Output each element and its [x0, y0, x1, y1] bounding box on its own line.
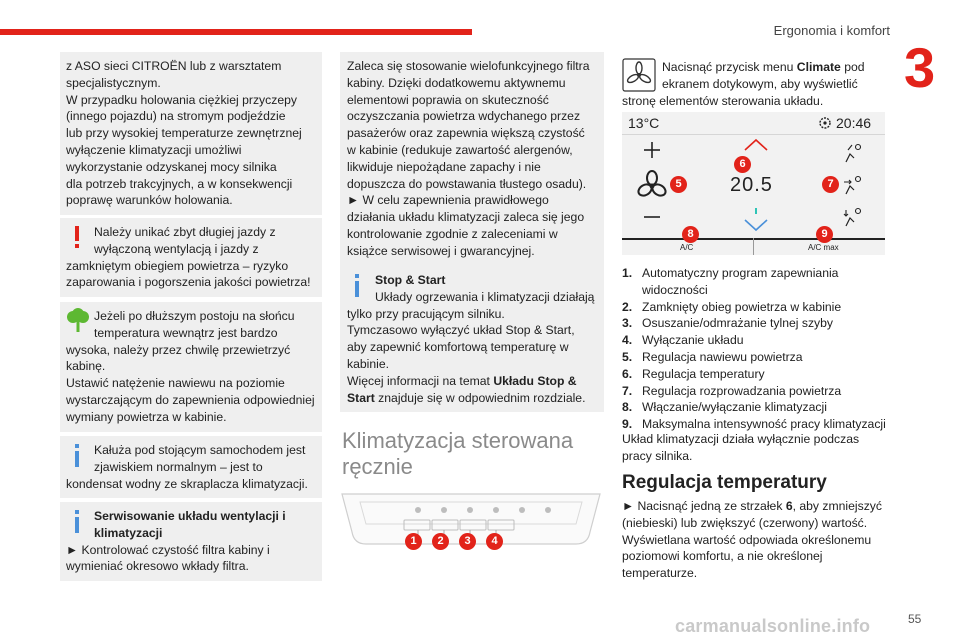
info-box-condensate: Kałuża pod stojącym samochodem jest zjawiskiem normalnym – jest to kondensat wodny ze skraplacza klimatyzacji.	[60, 436, 322, 498]
col1-text-block: z ASO sieci CITROËN lub z warsztatem specjalistycznym. W przypadku holowania ciężkiej przyczepy (innego pojazdu) na stromym podjeździe lub przy wysokiej temperaturze zewnętrznej wyłączenie klimatyzacji umożliwi wykorzystanie odzyskanej mocy silnika dla potrzeb trakcyjnych, a w konsekwencji poprawę warunków holowania.	[60, 52, 322, 215]
stop-start-box: Stop & Start Układy ogrzewania i klimatyzacji działają tylko przy pracującym silniku. Tymczasowo wyłączyć układ Stop & Start, aby zapewnić komfortową temperaturę w kabinie. Więcej informacji na temat Układu Stop & Start znajduje się w odpowiednim rozdziale.	[340, 266, 604, 412]
list-item: 1. Automatyczny program zapewniania widoczności	[622, 266, 839, 297]
settings-gear-icon	[818, 116, 832, 130]
air-distribution-windscreen-icon	[842, 142, 864, 164]
list-item: 9. Maksymalna intensywność pracy klimatyzacji	[622, 417, 886, 432]
set-temperature: 20.5	[730, 174, 773, 196]
callout-badge-1: 1	[405, 533, 422, 550]
climate-intro: Nacisnąć przycisk menu Climate pod ekranem dotykowym, aby wyświetlić stronę elementów sterowania układu.	[622, 60, 865, 108]
list-item: 5. Regulacja nawiewu powietrza	[622, 349, 803, 364]
watermark: carmanualsonline.info	[675, 616, 871, 636]
header-red-bar	[0, 29, 472, 35]
ac-label: A/C	[680, 243, 694, 252]
callout-badge-9: 9	[816, 226, 833, 243]
callout-badge-7: 7	[822, 176, 839, 193]
climate-touchscreen	[622, 112, 885, 255]
legend-list	[622, 265, 897, 433]
info-icon	[70, 444, 84, 468]
section-title: Ergonomia i komfort	[773, 23, 890, 38]
fan-decrease-icon	[642, 212, 662, 222]
ac-max-label: A/C max	[808, 243, 839, 252]
info-box-service: Serwisowanie układu wentylacji i klimatyzacji ► Kontrolować czystość filtra kabiny i wymieniać okresowo wkłady filtra.	[60, 502, 322, 581]
outside-temperature: 13°C	[628, 115, 660, 131]
callout-badge-4: 4	[486, 533, 503, 550]
eco-tree-icon	[66, 308, 90, 332]
list-item: 7. Regulacja rozprowadzania powietrza	[622, 383, 842, 398]
temperature-regulation-heading: Regulacja temperatury	[622, 472, 827, 493]
air-distribution-feet-icon	[842, 206, 864, 228]
warning-box: Należy unikać zbyt długiej jazdy z wyłączoną wentylacją i jazdy z zamkniętym obiegiem powietrza – ryzyko zaparowania i pogorszenia jakości powietrza!	[60, 218, 322, 297]
list-item: 6. Regulacja temperatury	[622, 366, 765, 381]
temperature-down-arrow	[743, 218, 769, 232]
list-item: 2. Zamknięty obieg powietrza w kabinie	[622, 299, 842, 314]
page-number: 55	[908, 612, 922, 626]
list-item: 3. Osuszanie/odmrażanie tylnej szyby	[622, 316, 834, 331]
temperature-up-arrow	[743, 138, 769, 152]
callout-badge-2: 2	[432, 533, 449, 550]
fan-increase-icon	[642, 140, 662, 160]
clock: 20:46	[836, 115, 872, 131]
temperature-regulation-text: ► Nacisnąć jedną ze strzałek 6, aby zmniejszyć (niebieski) lub zwiększyć (czerwony) wartość. Wyświetlana wartość odpowiada określonemu poziomowi komfortu, a nie określonej temperaturze.	[622, 499, 882, 581]
ac-engine-note: Układ klimatyzacji działa wyłącznie podczas pracy silnika.	[622, 432, 860, 463]
list-item: 8. Włączanie/wyłączanie klimatyzacji	[622, 400, 827, 415]
callout-badge-6: 6	[734, 156, 751, 173]
eco-tip-box: Jeżeli po dłuższym postoju na słońcu temperatura wewnątrz jest bardzo wysoka, należy przez chwilę przewietrzyć kabinę. Ustawić natężenie nawiewu na poziomie wystarczającym do zapewnienia odpowiedniej wymiany powietrza w kabinie.	[60, 302, 322, 432]
callout-badge-5: 5	[670, 176, 687, 193]
callout-badge-8: 8	[682, 226, 699, 243]
callout-badge-3: 3	[459, 533, 476, 550]
air-distribution-face-icon	[842, 174, 864, 196]
chapter-number: 3	[904, 36, 936, 99]
col2-filter-block: Zaleca się stosowanie wielofunkcyjnego filtra kabiny. Dzięki dodatkowemu aktywnemu elementowi poprawia on skuteczność oczyszczania powietrza wdychanego przez pasażerów oraz zapewnia większą czystość w kabinie (redukuje zawartość alergenów, likwiduje niepożądane zapachy i nie dopuszcza do powstawania tłustego osadu). ► W celu zapewnienia prawidłowego działania układu klimatyzacji zaleca się jego kontrolowanie zgodnie z zaleceniami w książce serwisowej i gwarancyjnej.	[340, 52, 604, 266]
manual-ac-heading: Klimatyzacja sterowana ręcznie	[342, 428, 574, 479]
list-item: 4. Wyłączanie układu	[622, 333, 744, 348]
info-icon	[70, 510, 84, 534]
warning-exclamation-icon	[70, 226, 84, 250]
fan-icon	[636, 170, 668, 202]
info-icon	[350, 274, 364, 298]
